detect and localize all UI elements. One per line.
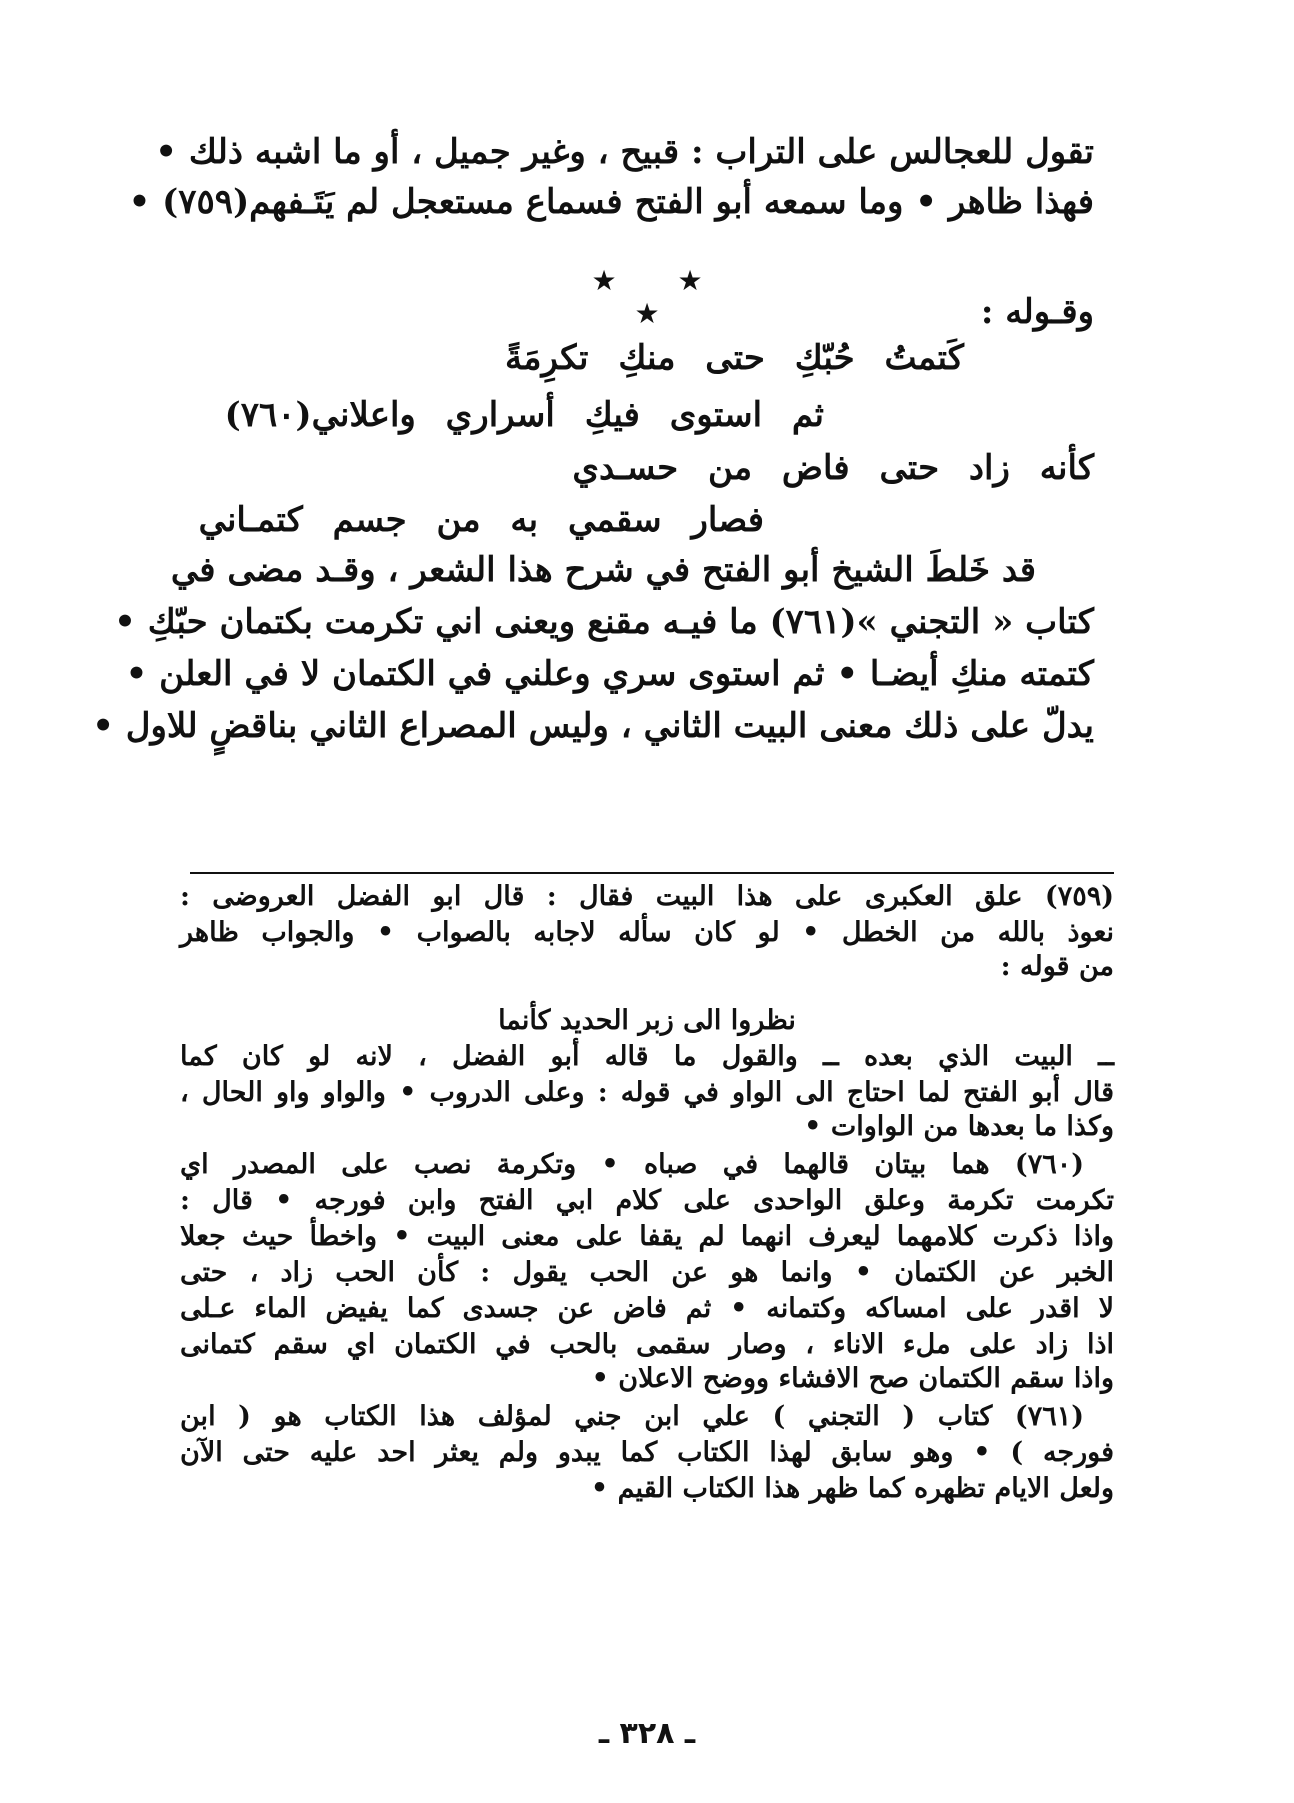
verse-line-1: كَتمتُ حُبّكِ حتى منكِ تكرِمَةً [505,338,964,378]
commentary-line-4: يدلّ على ذلك معنى البيت الثاني ، وليس المصراع الثاني بناقضٍ للاول • [92,706,1094,746]
footnote-761-line-2: فورجه ) • وهو سابق لهذا الكتاب كما يبدو ولم يعثر احد عليه حتى الآن [180,1437,1114,1468]
footnote-760-line-5: لا اقدر على امساكه وكتمانه • ثم فاض عن جسدى كما يفيض الماء عـلى [180,1293,1114,1324]
footnote-759-line-2: نعوذ بالله من الخطل • لو كان سأله لاجابه بالصواب • والجواب ظاهر [180,917,1114,948]
section-heading: وقـوله : [980,292,1094,332]
footnote-761-line-1: (٧٦١) كتاب ( التجني ) علي ابن جني لمؤلف هذا الكتاب هو ( ابن [180,1401,1084,1432]
main-text-line-2: فهذا ظاهر • وما سمعه أبو الفتح فسماع مستعجل لم يَتَـفهم(٧٥٩) • [128,182,1094,222]
footnote-761-line-3: ولعل الايام تظهره كما ظهر هذا الكتاب القيم • [590,1473,1114,1504]
footnote-759-line-1: (٧٥٩) علق العكبرى على هذا البيت فقال : قال ابو الفضل العروضى : [180,881,1114,912]
footnote-759-verse: نظروا الى زبر الحديد كأنما [498,1005,796,1036]
footnote-759-line-6: وكذا ما بعدها من الواوات • [804,1111,1114,1142]
commentary-line-2: كتاب « التجني »(٧٦١) ما فيـه مقنع ويعنى اني تكرمت بكتمان حبّكِ • [114,602,1094,642]
verse-line-3: كأنه زاد حتى فاض من حسـدي [572,448,1094,488]
main-text-line-1: تقول للعجالس على التراب : قبيح ، وغير جميل ، أو ما اشبه ذلك • [155,132,1094,172]
footnote-760-line-2: تكرمت تكرمة وعلق الواحدى على كلام ابي الفتح وابن فورجه • قال : [180,1185,1114,1216]
footnote-759-line-3: من قوله : [1000,951,1114,982]
footnote-760-line-4: الخبر عن الكتمان • وانما هو عن الحب يقول : كأن الحب زاد ، حتى [180,1257,1114,1288]
footnote-760-line-3: واذا ذكرت كلامهما ليعرف انهما لم يقفا على معنى البيت • واخطأ حيث جعلا [180,1221,1114,1252]
footnote-760-line-1: (٧٦٠) هما بيتان قالهما في صباه • وتكرمة نصب على المصدر اي [180,1149,1084,1180]
footnote-759-line-5: قال أبو الفتح لما احتاج الى الواو في قوله : وعلى الدروب • والواو واو الحال ، [180,1077,1114,1108]
section-separator: ★ ★ ★ [591,264,729,330]
verse-line-4: فصار سقمي به من جسم كتمـاني [198,500,764,540]
footnote-760-line-7: واذا سقم الكتمان صح الافشاء ووضح الاعلان • [591,1363,1114,1394]
commentary-line-3: كتمته منكِ أيضـا • ثم استوى سري وعلني في الكتمان لا في العلن • [125,654,1094,694]
footnote-759-line-4: ــ البيت الذي بعده ــ والقول ما قاله أبو الفضل ، لانه لو كان كما [180,1041,1114,1072]
page-number: ـ ٣٢٨ ـ [598,1716,696,1751]
verse-line-2: ثم استوى فيكِ أسراري واعلاني(٧٦٠) [224,395,824,435]
footnote-760-line-6: اذا زاد على ملء الاناء ، وصار سقمى بالحب في الكتمان اي سقم كتمانى [180,1329,1114,1360]
commentary-line-1: قد خَلطَ الشيخ أبو الفتح في شرح هذا الشعر ، وقـد مضى في [170,550,1036,590]
footnote-divider [190,872,1114,874]
